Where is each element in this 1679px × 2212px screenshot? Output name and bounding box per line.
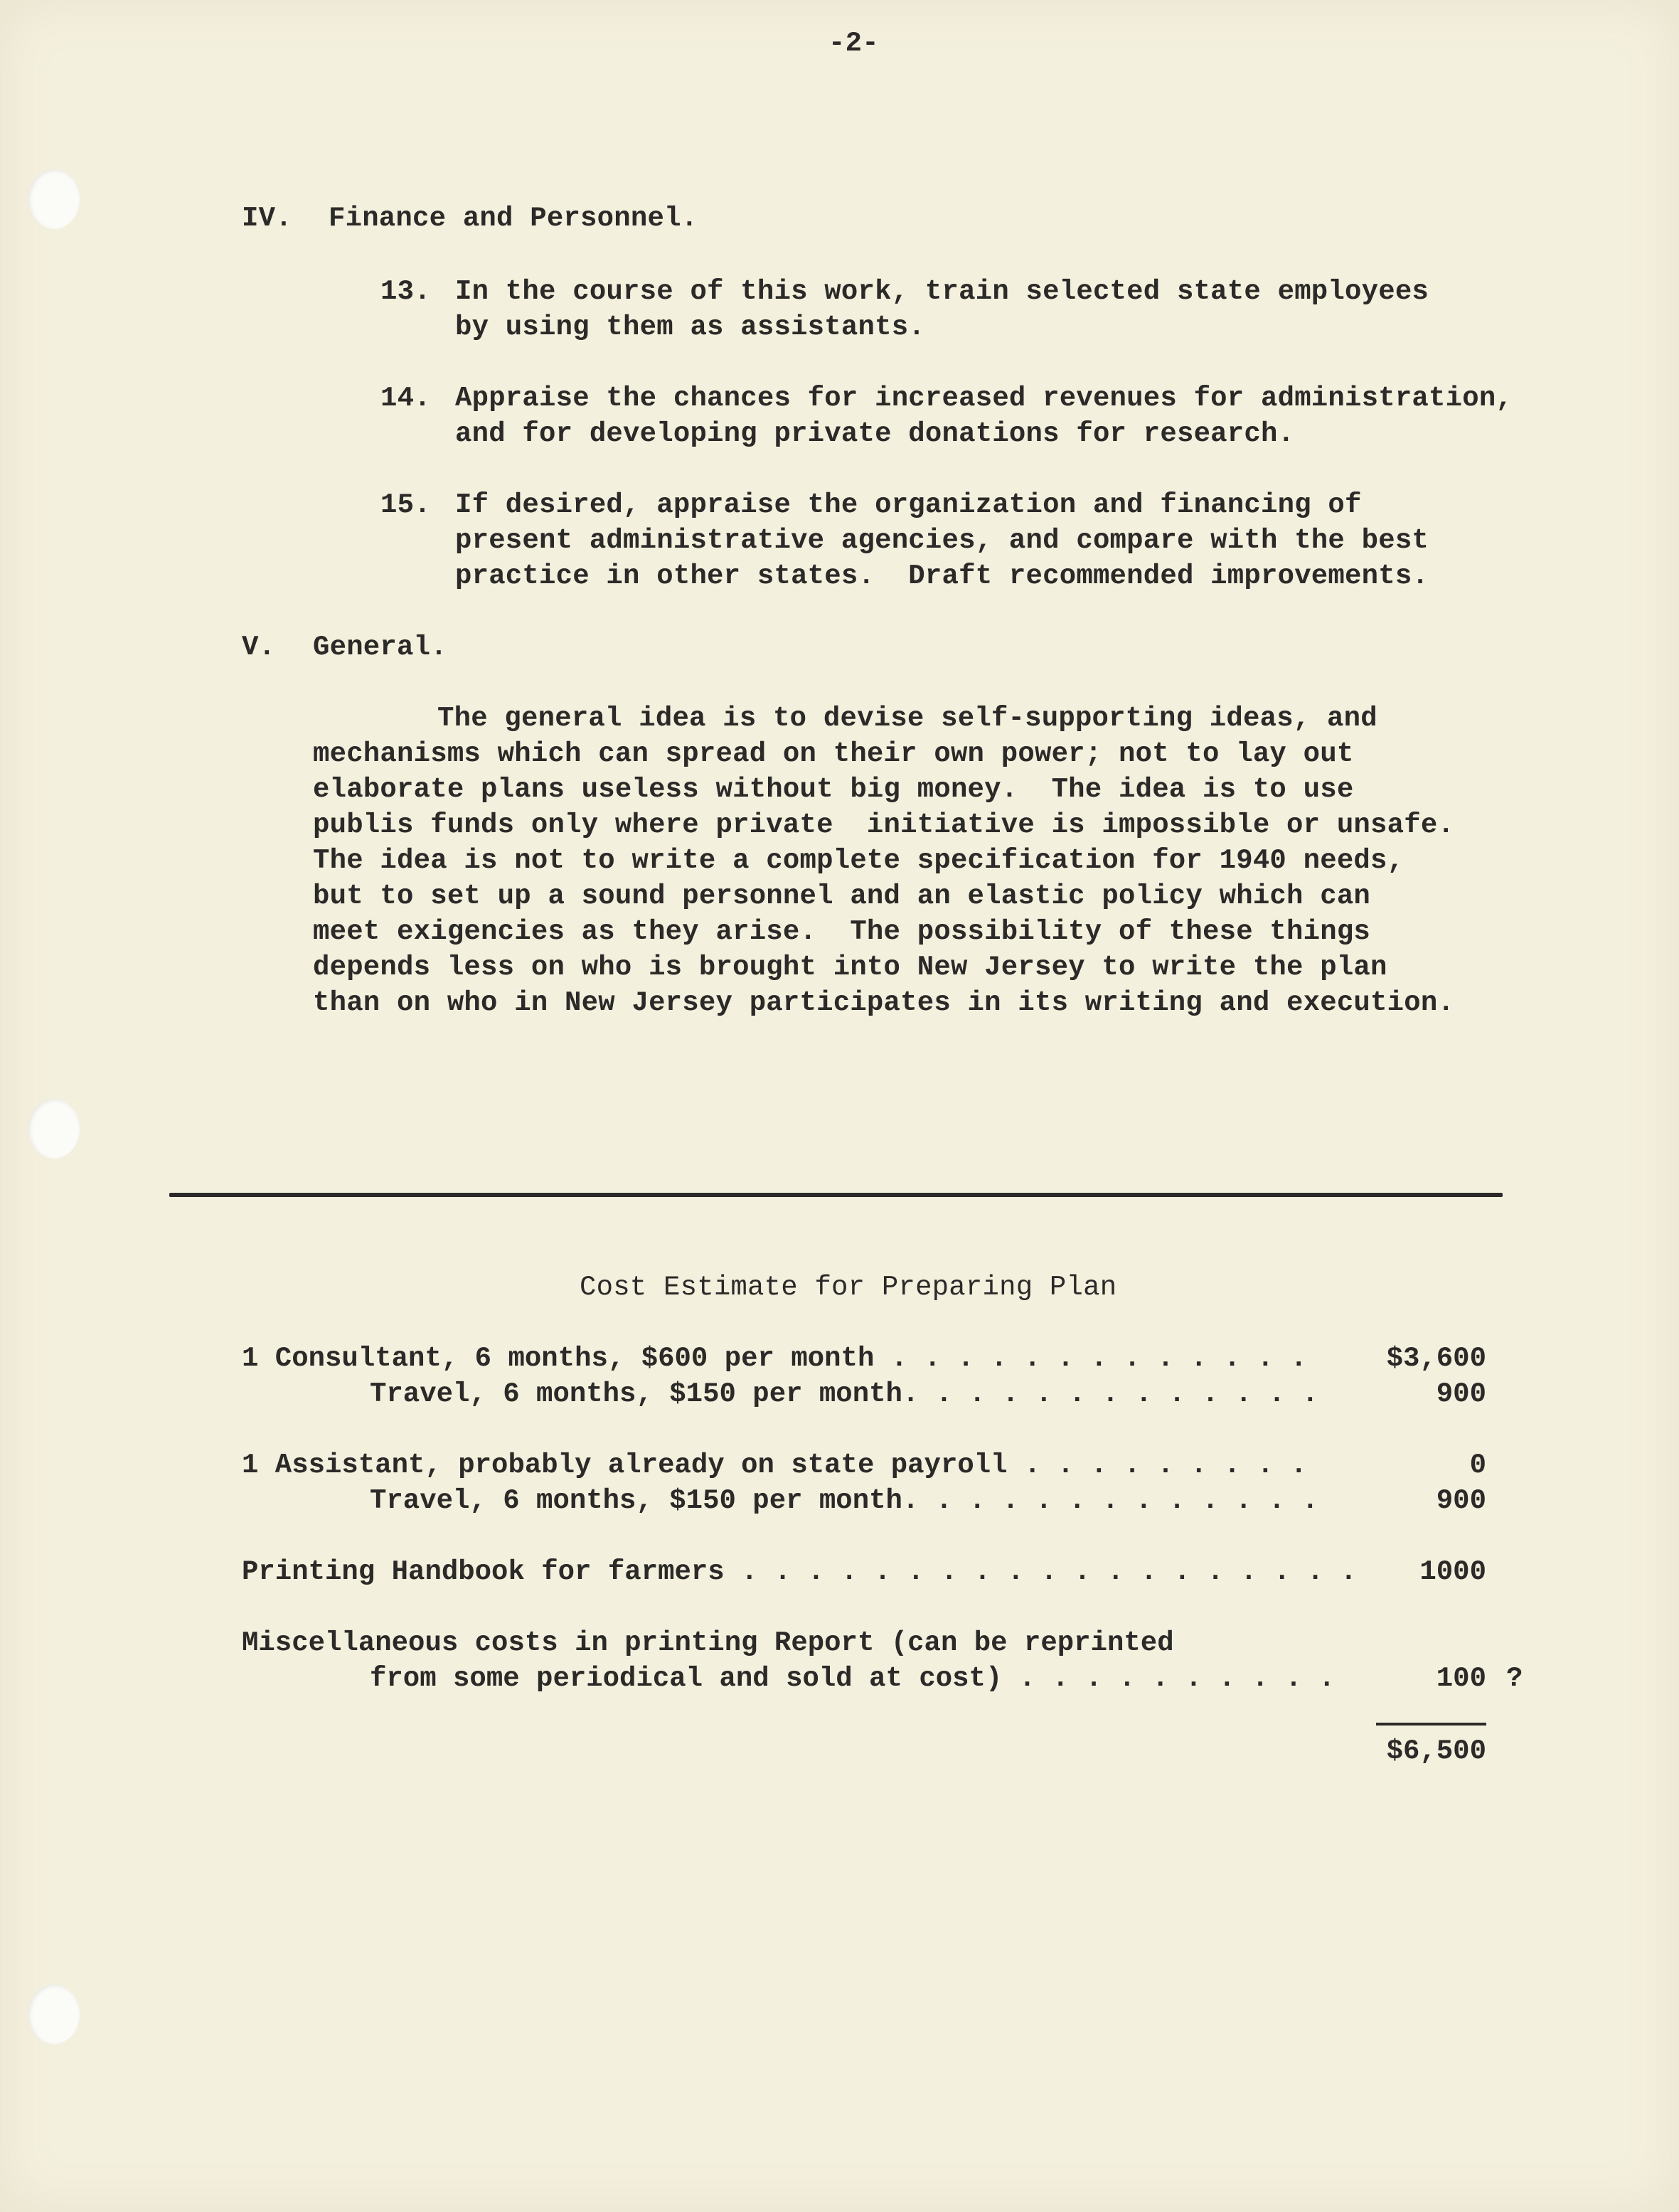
item-15-number: 15.: [380, 489, 431, 521]
cost-row-misc-line-1: [242, 1625, 1486, 1661]
item-14-number: 14.: [380, 383, 431, 414]
paragraph-line: elaborate plans useless without big money. The idea is to use: [313, 774, 1354, 805]
item-13-line-1: In the course of this work, train selected state employees: [455, 276, 1429, 307]
cost-amount: 900: [1436, 1485, 1486, 1516]
cost-label: from some periodical and sold at cost) . . . . . . . . . .: [370, 1663, 1336, 1694]
paragraph-line: than on who in New Jersey participates in its writing and execution.: [313, 987, 1455, 1019]
item-13-line-2: by using them as assistants.: [455, 312, 925, 343]
cost-amount: $3,600: [1386, 1343, 1486, 1374]
cost-label: 1 Consultant, 6 months, $600 per month . . . . . . . . . . . . .: [242, 1343, 1307, 1374]
cost-amount: 0: [1469, 1450, 1486, 1481]
page-number: -2-: [828, 28, 879, 59]
paragraph-line: The idea is not to write a complete specification for 1940 needs,: [313, 845, 1405, 876]
cost-row-consultant: [242, 1341, 1486, 1376]
cost-amount: 900: [1436, 1378, 1486, 1410]
cost-amount: 100: [1436, 1663, 1486, 1694]
paragraph-line: The general idea is to devise self-supporting ideas, and: [437, 703, 1377, 734]
section-v-heading: General.: [313, 632, 447, 663]
cost-row-consultant-travel: [242, 1376, 1486, 1412]
general-paragraph: [313, 701, 1536, 1021]
paragraph-line: but to set up a sound personnel and an elastic policy which can: [313, 881, 1371, 912]
section-iv-number: IV.: [242, 203, 292, 234]
cost-row-assistant: [242, 1447, 1486, 1483]
item-14-line-2: and for developing private donations for research.: [455, 418, 1295, 450]
punch-hole-top: [28, 169, 80, 229]
item-13-number: 13.: [380, 276, 431, 307]
section-v-number: V.: [242, 632, 276, 663]
cost-estimate-title: Cost Estimate for Preparing Plan: [580, 1272, 1117, 1303]
cost-label: 1 Assistant, probably already on state payroll . . . . . . . . .: [242, 1450, 1307, 1481]
cost-row-assistant-travel: [242, 1483, 1486, 1519]
item-15-line-2: present administrative agencies, and compare with the best: [455, 525, 1429, 556]
cost-total: $6,500: [1386, 1735, 1486, 1767]
cost-row-handbook: [242, 1554, 1486, 1590]
paragraph-line: publis funds only where private initiative is impossible or unsafe.: [313, 809, 1455, 841]
cost-label: Printing Handbook for farmers . . . . . . . . . . . . . . . . . . .: [242, 1556, 1358, 1588]
question-mark: ?: [1506, 1663, 1523, 1694]
punch-hole-middle: [28, 1099, 80, 1159]
cost-label: Travel, 6 months, $150 per month. . . . . . . . . . . . .: [370, 1378, 1319, 1410]
section-iv-heading: Finance and Personnel.: [329, 203, 698, 234]
punch-hole-bottom: [28, 1984, 80, 2044]
cost-label: Travel, 6 months, $150 per month. . . . . . . . . . . . .: [370, 1485, 1319, 1516]
cost-amount: 1000: [1419, 1556, 1486, 1588]
cost-row-misc-line-2: [242, 1661, 1523, 1696]
paragraph-line: depends less on who is brought into New Jersey to write the plan: [313, 952, 1387, 983]
section-divider: [169, 1193, 1503, 1197]
cost-label: Miscellaneous costs in printing Report (can be reprinted: [242, 1627, 1174, 1659]
item-14-line-1: Appraise the chances for increased revenues for administration,: [455, 383, 1513, 414]
paragraph-line: mechanisms which can spread on their own power; not to lay out: [313, 738, 1354, 770]
paragraph-line: meet exigencies as they arise. The possibility of these things: [313, 916, 1371, 947]
item-15-line-3: practice in other states. Draft recommended improvements.: [455, 560, 1429, 592]
item-15-line-1: If desired, appraise the organization and financing of: [455, 489, 1362, 521]
total-underline: [1376, 1723, 1486, 1726]
